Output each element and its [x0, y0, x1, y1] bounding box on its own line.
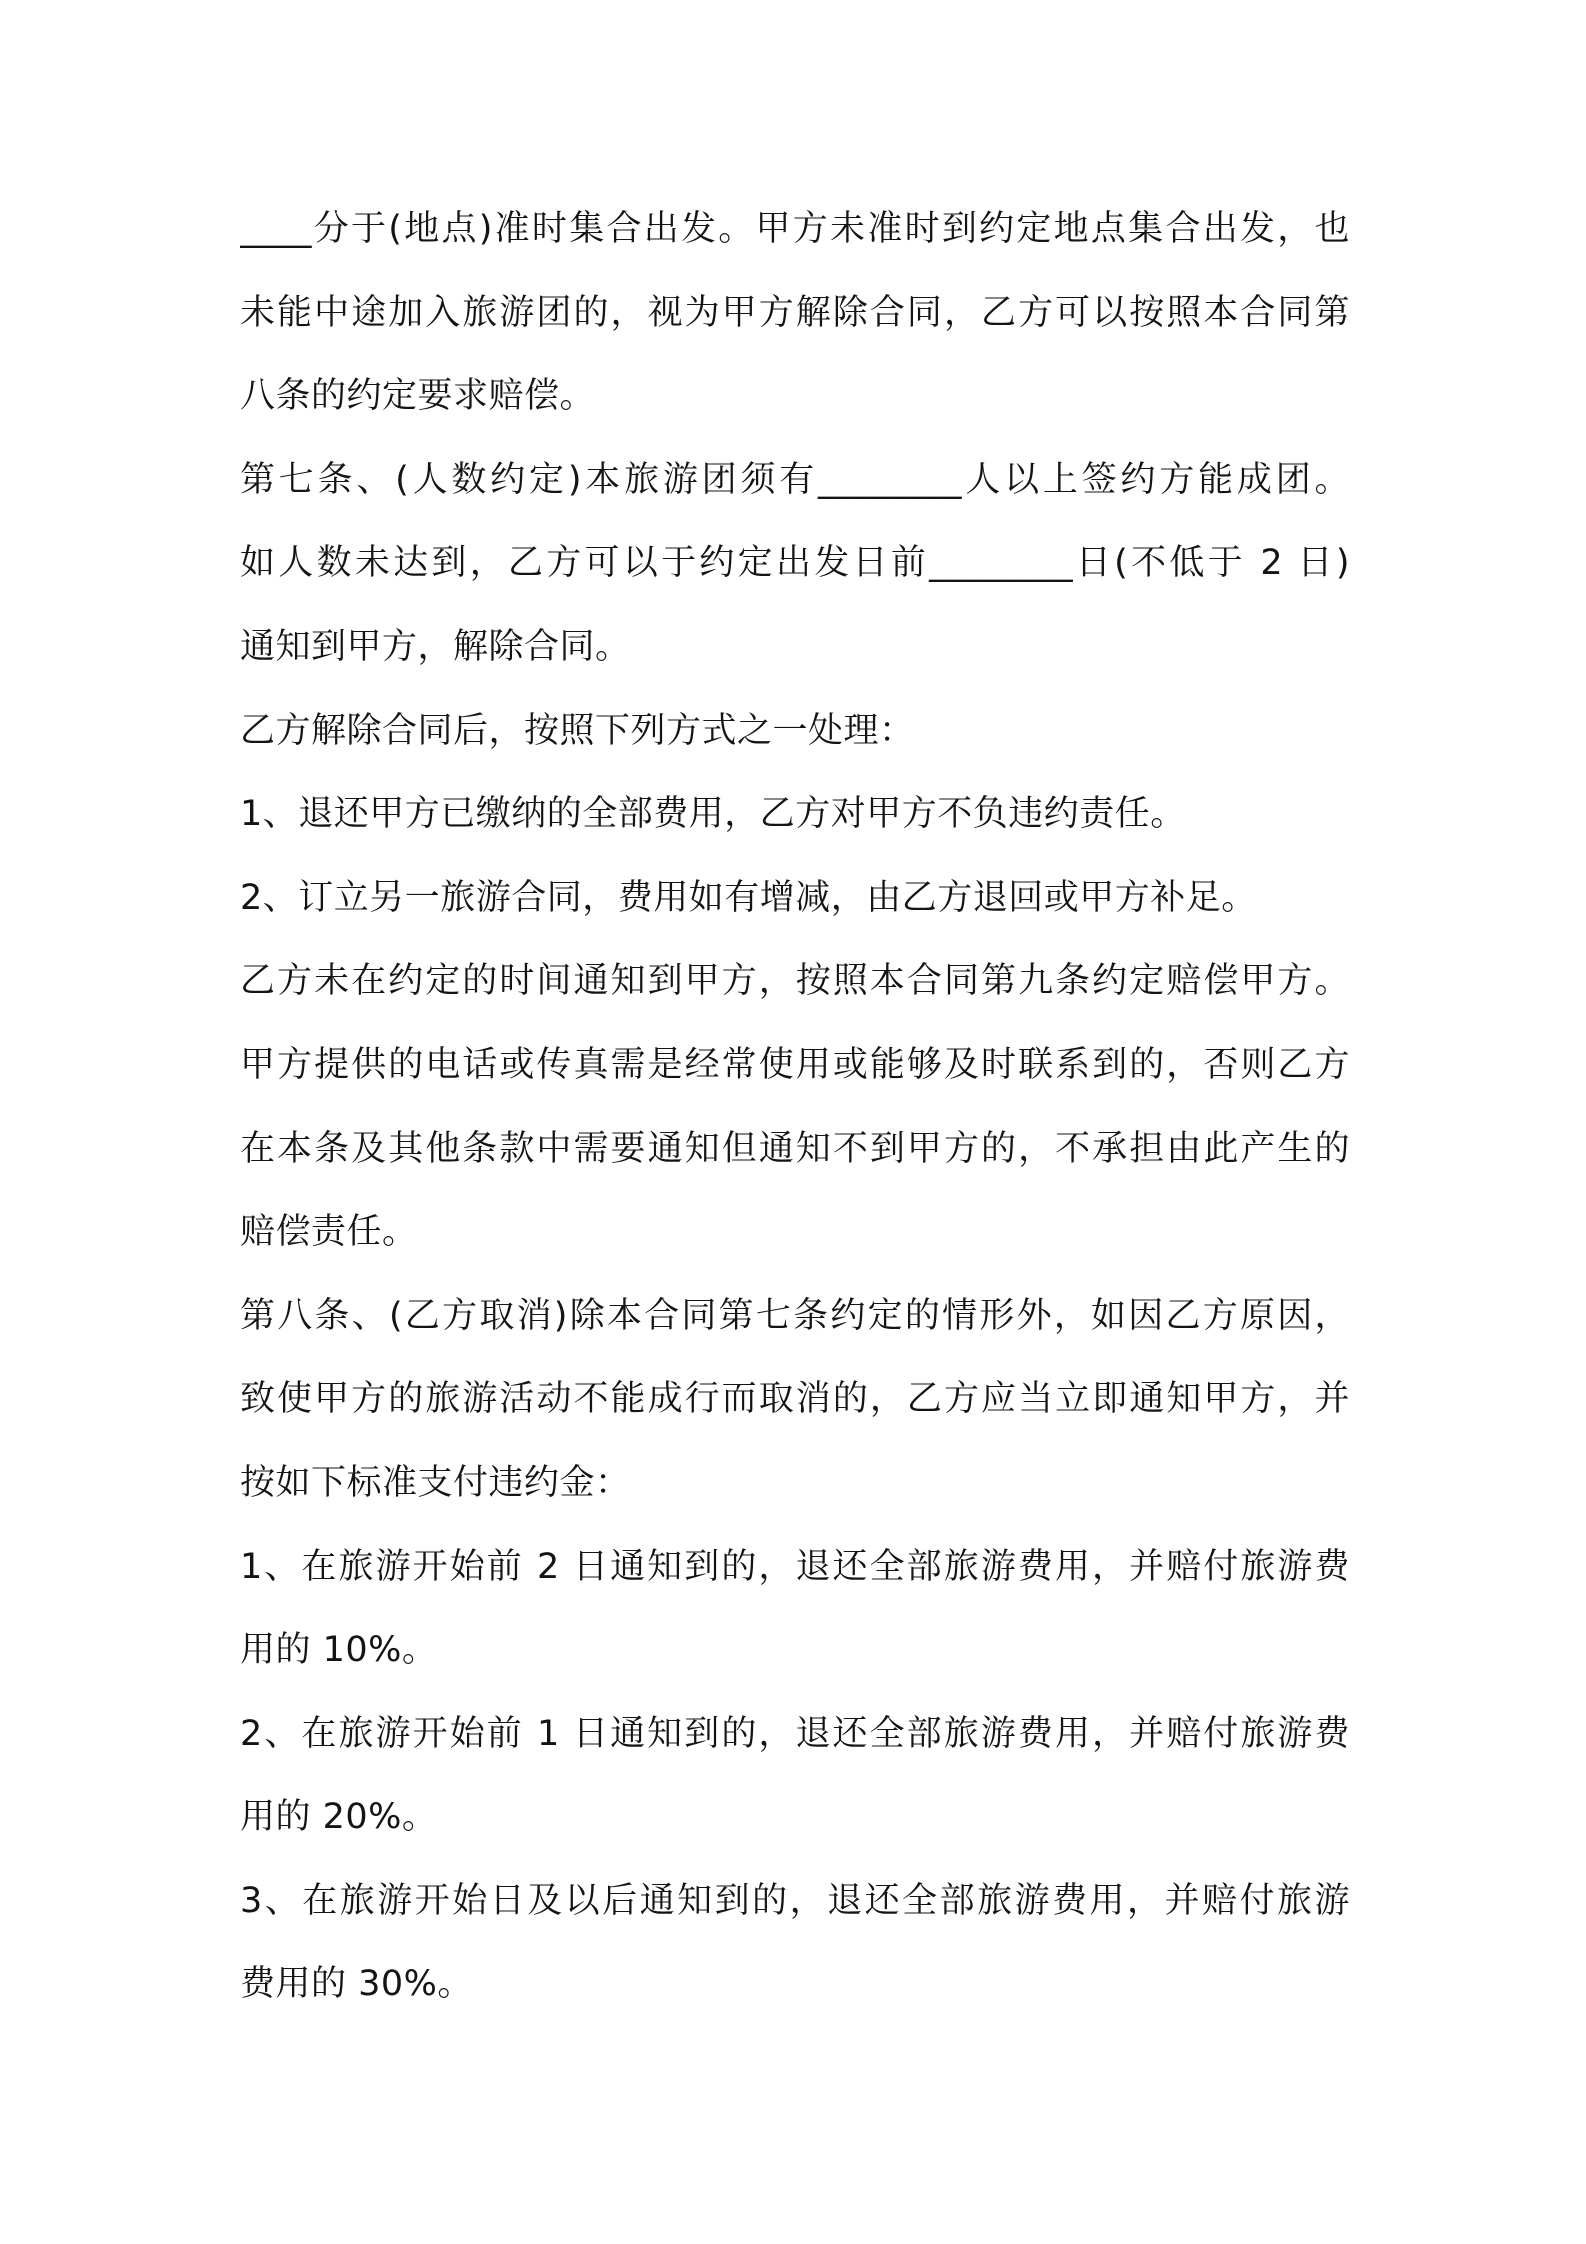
text-line: 第八条、(乙方取消)除本合同第七条约定的情形外，如因乙方原因， [240, 1295, 1350, 1336]
text-line: 第七条、(人数约定)本旅游团须有________人以上签约方能成团。 [240, 459, 1350, 500]
text-line: 3、在旅游开始日及以后通知到的，退还全部旅游费用，并赔付旅游 [240, 1880, 1350, 1921]
text-line: 2、在旅游开始前 1 日通知到的，退还全部旅游费用，并赔付旅游费 [240, 1713, 1350, 1754]
text-line: 通知到甲方，解除合同。 [240, 626, 631, 667]
text-line: 用的 10%。 [240, 1630, 438, 1671]
text-line: 八条的约定要求赔偿。 [240, 376, 596, 417]
text-line: 1、在旅游开始前 2 日通知到的，退还全部旅游费用，并赔付旅游费 [240, 1546, 1350, 1587]
text-line: 乙方解除合同后，按照下列方式之一处理： [240, 710, 915, 751]
text-line: 用的 20%。 [240, 1797, 438, 1838]
text-line: 赔偿责任。 [240, 1212, 418, 1253]
text-line: 未能中途加入旅游团的，视为甲方解除合同，乙方可以按照本合同第 [240, 292, 1350, 333]
text-line: 甲方提供的电话或传真需是经常使用或能够及时联系到的，否则乙方 [240, 1044, 1350, 1085]
text-line: 致使甲方的旅游活动不能成行而取消的，乙方应当立即通知甲方，并 [240, 1379, 1350, 1420]
text-line: 费用的 30%。 [240, 1964, 473, 2005]
text-line: 1、退还甲方已缴纳的全部费用，乙方对甲方不负违约责任。 [240, 794, 1186, 835]
text-line: 在本条及其他条款中需要通知但通知不到甲方的，不承担由此产生的 [240, 1128, 1350, 1169]
document-body [240, 188, 1350, 2027]
text-line: 乙方未在约定的时间通知到甲方，按照本合同第九条约定赔偿甲方。 [240, 961, 1350, 1002]
text-line: 按如下标准支付违约金： [240, 1462, 631, 1503]
text-line: 如人数未达到，乙方可以于约定出发日前________日(不低于 2 日) [240, 543, 1350, 584]
text-line: ____分于(地点)准时集合出发。甲方未准时到约定地点集合出发，也 [240, 209, 1350, 249]
text-line: 2、订立另一旅游合同，费用如有增减，由乙方退回或甲方补足。 [240, 877, 1257, 918]
